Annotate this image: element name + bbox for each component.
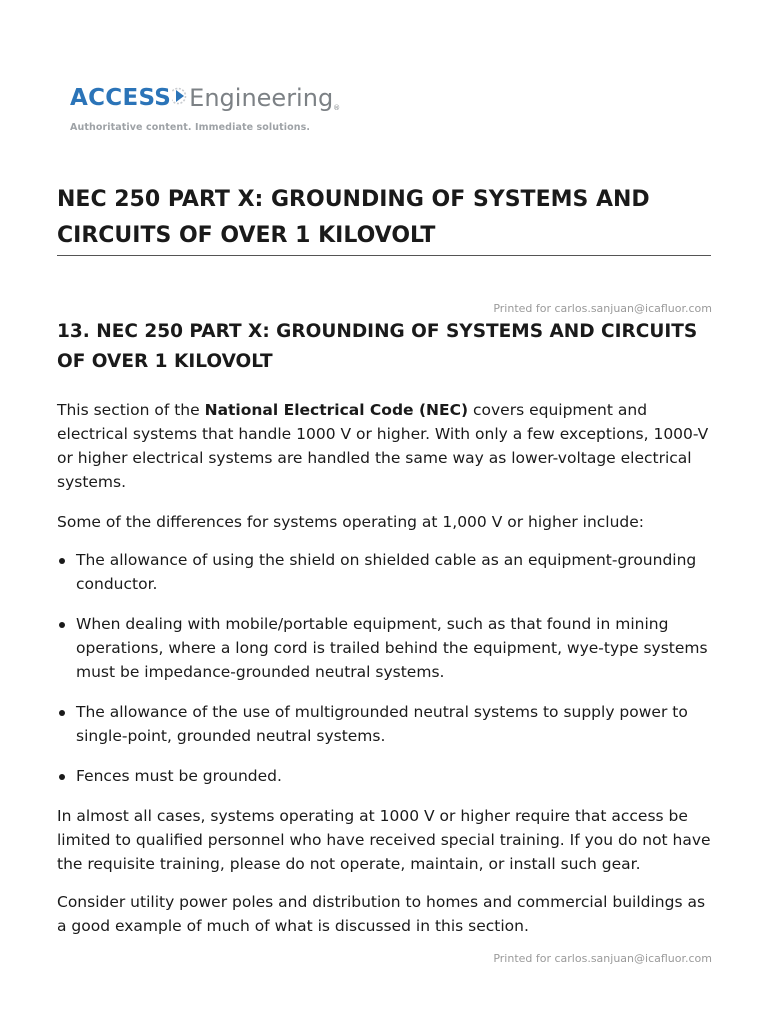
logo-gear-arrow-icon [172,84,188,112]
page-title: NEC 250 PART X: GROUNDING OF SYSTEMS AND CIRCUITS OF OVER 1 KILOVOLT [57,187,650,248]
section-title: 13. NEC 250 PART X: GROUNDING OF SYSTEMS AND CIRCUITS OF OVER 1 KILOVOLT [57,321,698,372]
list-item [57,764,717,788]
logo-wordmark [70,84,340,118]
logo-registered-mark: ® [333,104,341,112]
printed-for-header: Printed for carlos.sanjuan@icafluor.com [493,302,712,315]
access-paragraph: In almost all cases, systems operating at 1000 V or higher require that access be limited to qualified personnel who have received special training. If you do not have the requisite training, please do not operate, maintain, or install such gear. [57,807,711,873]
list-item-text: Fences must be grounded. [76,767,282,785]
list-item [57,612,717,684]
differences-intro-paragraph: Some of the differences for systems operating at 1,000 V or higher include: [57,513,645,531]
nec-link-text: National Electrical Code (NEC) [204,401,469,419]
intro-paragraph [57,398,717,494]
list-item [57,700,717,748]
logo-engineering-text: Engineering [189,84,334,112]
list-item-text: The allowance of the use of multigrounded neutral systems to supply power to single-point, grounded neutral systems. [76,703,688,745]
list-item-text: When dealing with mobile/portable equipment, such as that found in mining operations, where a long cord is trailed behind the equipment, wye-type systems must be impedance-grounded neutral systems. [76,615,708,681]
list-item [57,548,717,596]
differences-list [57,548,717,804]
printed-for-footer: Printed for carlos.sanjuan@icafluor.com [493,952,712,965]
list-item-text: The allowance of using the shield on shielded cable as an equipment-grounding conductor. [76,551,697,593]
bullet-icon [59,558,65,564]
bullet-icon [59,622,65,628]
access-engineering-logo[interactable] [70,84,360,140]
bullet-icon [59,710,65,716]
intro-text-after: covers equipment and electrical systems that handle 1000 V or higher. With only a few exceptions, 1000-V or higher electrical systems are handled the same way as lower-voltage electrical systems. [57,401,709,491]
title-divider [57,255,711,256]
example-paragraph: Consider utility power poles and distribution to homes and commercial buildings as a good example of much of what is discussed in this section. [57,893,706,935]
logo-access-text: ACCESS [70,85,172,111]
intro-text-before: This section of the [57,401,205,419]
logo-tagline: Authoritative content. Immediate solutions. [70,122,311,133]
bullet-icon [59,774,65,780]
